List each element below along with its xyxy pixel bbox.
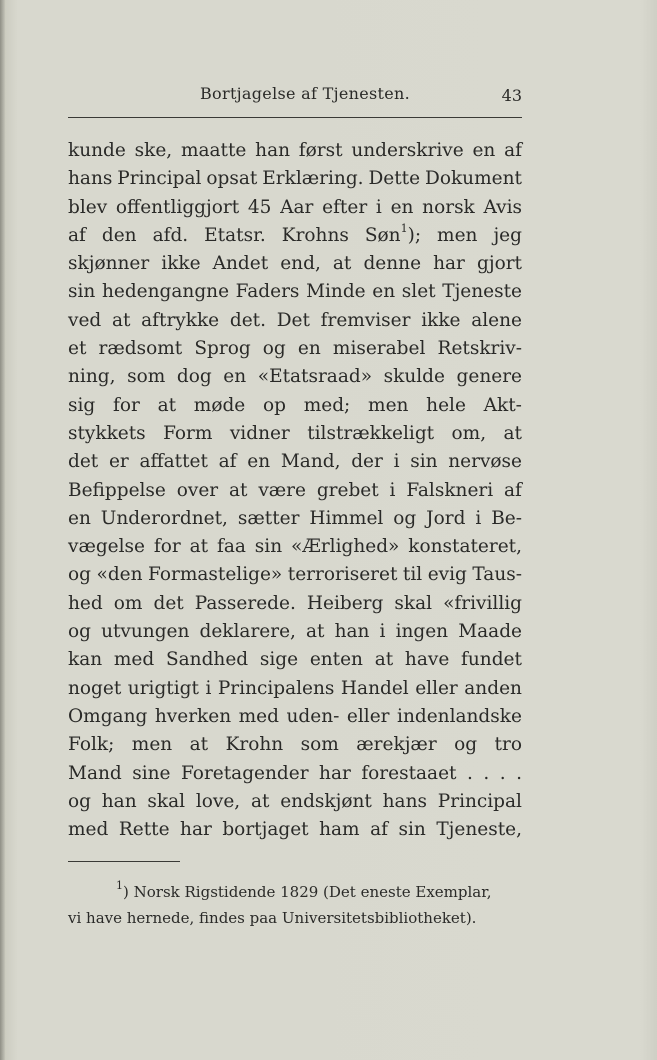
word: Taus-	[472, 564, 522, 586]
word: et	[68, 338, 87, 360]
word: «den	[96, 564, 143, 586]
page-header	[68, 84, 522, 108]
word: );	[407, 224, 422, 246]
word: det.	[229, 309, 266, 331]
text-line	[68, 448, 522, 476]
word: den	[101, 224, 137, 246]
word: en	[68, 507, 91, 529]
word: efter	[322, 196, 368, 218]
word: med	[68, 819, 109, 841]
word: der	[351, 451, 383, 473]
word: sin	[398, 819, 426, 841]
word: at	[503, 422, 522, 444]
word: Tjeneste,	[436, 819, 522, 841]
running-title: Bortjagelse af Tjenesten.	[200, 84, 410, 103]
word: end,	[280, 253, 321, 275]
word: alene	[471, 309, 522, 331]
word: Rette	[118, 819, 170, 841]
word: kunde	[68, 140, 126, 161]
word: han	[334, 621, 370, 643]
header-rule	[68, 117, 522, 118]
word: grebet	[316, 479, 379, 501]
text-line	[68, 335, 522, 363]
word: men	[131, 734, 173, 756]
word: Falskneri	[406, 479, 494, 501]
word: 45	[247, 196, 272, 218]
word: til	[402, 564, 423, 586]
word: en	[297, 338, 321, 360]
word: op	[263, 394, 286, 416]
word: love,	[195, 790, 241, 812]
word: sætter	[237, 507, 300, 529]
text-line	[68, 477, 522, 505]
word: af	[504, 140, 522, 161]
word: ske,	[134, 140, 173, 161]
page-number: 43	[501, 86, 522, 105]
word: hedengangne	[101, 281, 230, 303]
text-line	[68, 646, 522, 674]
word: Principalens	[217, 677, 335, 699]
word: Søn$^1$);	[364, 221, 422, 246]
word: en	[472, 140, 496, 161]
word: i	[379, 621, 386, 643]
word: sig	[68, 394, 96, 416]
word: har	[433, 253, 465, 275]
word: i	[389, 479, 396, 501]
word: vidner	[229, 422, 290, 444]
word: hans	[382, 790, 427, 812]
page-gutter-shadow	[0, 0, 5, 1060]
word: Faders	[235, 281, 300, 303]
word: og	[68, 621, 91, 643]
word: sin	[410, 451, 438, 473]
word: Sandhed	[165, 649, 249, 671]
word: Mand	[68, 762, 122, 784]
word: urigtigt	[127, 677, 199, 699]
word: Form	[163, 422, 213, 444]
word: aftrykke	[141, 309, 220, 331]
word: terroriseret	[287, 564, 398, 586]
word: og	[68, 564, 91, 586]
word: og	[262, 338, 286, 360]
word: Principal	[117, 168, 202, 190]
word: sin	[254, 536, 283, 558]
text-line	[68, 420, 522, 448]
word: have	[404, 649, 450, 671]
word: anden	[464, 677, 522, 699]
word: jeg	[493, 224, 522, 246]
word: af	[504, 479, 522, 501]
word: Folk;	[68, 734, 115, 756]
word: Etatsr.	[204, 224, 266, 246]
word: afd.	[152, 224, 189, 246]
word: en	[247, 451, 271, 473]
word: ham	[319, 819, 360, 841]
word: deklarere,	[199, 621, 296, 643]
word: tro	[494, 734, 522, 756]
footnote-line	[68, 905, 522, 931]
footnote-line-1: ) Norsk Rigstidende 1829 (Det eneste Exemplar,	[123, 883, 492, 901]
word: forestaaet	[361, 762, 457, 784]
word: Dokument	[425, 168, 522, 190]
word: Jord	[426, 507, 466, 529]
word: Dette	[368, 168, 421, 190]
text-line	[68, 307, 522, 335]
word: sige	[259, 649, 299, 671]
word: .	[499, 762, 506, 784]
word: hed	[68, 592, 103, 614]
word: Akt-	[483, 394, 522, 416]
word: tilstrækkeligt	[307, 422, 435, 444]
word: Omgang	[68, 705, 148, 727]
word: at	[189, 536, 209, 558]
word: utvungen	[101, 621, 190, 643]
word: at	[306, 621, 325, 643]
word: indenlandske	[397, 705, 522, 727]
word: ingen	[395, 621, 449, 643]
word: Himmel	[309, 507, 384, 529]
word: slet	[401, 281, 436, 303]
word: Foretagender	[180, 762, 309, 784]
word: maatte	[180, 140, 247, 161]
word: Principal	[437, 790, 522, 812]
word: noget	[68, 677, 122, 699]
text-line	[68, 278, 522, 306]
text-line	[68, 561, 522, 589]
word: ved	[68, 309, 102, 331]
footnote-marker: 1	[116, 879, 123, 892]
word: nervøse	[448, 451, 522, 473]
word: at	[111, 309, 131, 331]
word: vægelse	[68, 536, 145, 558]
word: ning,	[68, 366, 116, 388]
word: skal	[394, 592, 433, 614]
word: .	[483, 762, 490, 784]
word: bortjaget	[222, 819, 309, 841]
word: af	[218, 451, 237, 473]
word: en	[372, 281, 396, 303]
word: denne	[363, 253, 422, 275]
word: Handel	[340, 677, 409, 699]
word: ikke	[421, 309, 461, 331]
word: underskrive	[351, 140, 464, 161]
word: ærekjær	[356, 734, 437, 756]
word: «Etatsraad»	[257, 366, 373, 388]
text-line	[68, 675, 522, 703]
text-line	[68, 222, 522, 250]
word: Krohns	[281, 224, 349, 246]
word: Mand,	[280, 451, 341, 473]
word: uden-	[286, 705, 340, 727]
text-line	[68, 533, 522, 561]
word: at	[374, 649, 394, 671]
word: evig	[427, 564, 467, 586]
word: Krohn	[225, 734, 284, 756]
word: i	[205, 677, 212, 699]
word: opsat	[206, 168, 258, 190]
text-line	[68, 250, 522, 278]
text-line	[68, 788, 522, 816]
word: Retskriv-	[437, 338, 522, 360]
text-line	[68, 194, 522, 222]
text-line	[68, 392, 522, 420]
footnote-rule	[68, 861, 180, 862]
word: ikke	[161, 253, 201, 275]
word: affattet	[139, 451, 208, 473]
word: over	[176, 479, 219, 501]
word: rædsomt	[98, 338, 183, 360]
text-line	[68, 816, 522, 844]
text-line	[68, 590, 522, 618]
text-line	[68, 363, 522, 391]
word: «Ærlighed»	[291, 536, 400, 558]
word: det	[153, 592, 184, 614]
word: og	[454, 734, 478, 756]
word: som	[127, 366, 166, 388]
word: Aar	[280, 196, 314, 218]
word: med	[238, 705, 279, 727]
word: om,	[451, 422, 487, 444]
word: for	[113, 394, 140, 416]
word: genere	[456, 366, 522, 388]
word: endskjønt	[280, 790, 372, 812]
word: skulde	[383, 366, 445, 388]
text-line	[68, 137, 522, 165]
word: «frivillig	[443, 592, 522, 614]
word: .	[516, 762, 522, 784]
word: Erklæring.	[262, 168, 364, 190]
word: en	[223, 366, 247, 388]
word: faa	[216, 536, 246, 558]
word: men	[368, 394, 409, 416]
word: offentliggjort	[115, 196, 240, 218]
word: kan	[68, 649, 103, 671]
word: Passerede.	[194, 592, 296, 614]
word: Avis	[483, 196, 522, 218]
word: konstateret,	[408, 536, 522, 558]
word: fremviser	[320, 309, 411, 331]
word: møde	[193, 394, 246, 416]
word: eller	[346, 705, 390, 727]
word: at	[250, 790, 270, 812]
word: først	[298, 140, 343, 161]
word: gjort	[476, 253, 522, 275]
word: blev	[68, 196, 108, 218]
word: norsk	[422, 196, 475, 218]
footnote-line-2: vi have hernede, findes paa Universitetsbibliotheket).	[68, 909, 477, 927]
word: skjønner	[68, 253, 150, 275]
word: sine	[132, 762, 171, 784]
word: med;	[303, 394, 351, 416]
footnote	[68, 879, 522, 931]
word: hele	[426, 394, 466, 416]
word: dog	[176, 366, 212, 388]
word: og	[393, 507, 417, 529]
word: han	[255, 140, 291, 161]
word: for	[153, 536, 181, 558]
word: en	[390, 196, 414, 218]
word: Minde	[306, 281, 366, 303]
text-line	[68, 731, 522, 759]
word: at	[157, 394, 177, 416]
word: har	[319, 762, 351, 784]
word: Det	[276, 309, 310, 331]
word: Sprog	[194, 338, 251, 360]
body-text	[68, 137, 522, 844]
word: af	[370, 819, 388, 841]
word: fundet	[461, 649, 522, 671]
word: .	[466, 762, 473, 784]
word: som	[300, 734, 339, 756]
word: være	[258, 479, 306, 501]
word: at	[189, 734, 209, 756]
text-line	[68, 703, 522, 731]
word: men	[437, 224, 478, 246]
word: Underordnet,	[100, 507, 228, 529]
word: hverken	[154, 705, 232, 727]
word: sin	[68, 281, 96, 303]
word: Formastelige»	[148, 564, 283, 586]
word: af	[68, 224, 86, 246]
word: Be-	[491, 507, 522, 529]
word: at	[332, 253, 352, 275]
word: stykkets	[68, 422, 146, 444]
word: han	[101, 790, 137, 812]
text-line	[68, 165, 522, 193]
word: det	[68, 451, 99, 473]
footnote-line	[68, 879, 522, 905]
word: at	[228, 479, 248, 501]
word: er	[108, 451, 129, 473]
word: om	[113, 592, 143, 614]
text-line	[68, 618, 522, 646]
word: skal	[147, 790, 186, 812]
word: enten	[309, 649, 363, 671]
text-line	[68, 505, 522, 533]
word: i	[393, 451, 400, 473]
word: eller	[415, 677, 458, 699]
word: har	[180, 819, 212, 841]
footnote-reference: 1	[400, 221, 408, 235]
word: miserabel	[332, 338, 426, 360]
word: Maade	[458, 621, 522, 643]
word: med	[113, 649, 155, 671]
word: hans	[68, 168, 113, 190]
word: Befippelse	[68, 479, 166, 501]
word: og	[68, 790, 91, 812]
word: i	[475, 507, 482, 529]
word: Heiberg	[306, 592, 384, 614]
text-line	[68, 760, 522, 788]
word: Tjeneste	[442, 281, 522, 303]
word: Andet	[212, 253, 269, 275]
word: i	[375, 196, 382, 218]
